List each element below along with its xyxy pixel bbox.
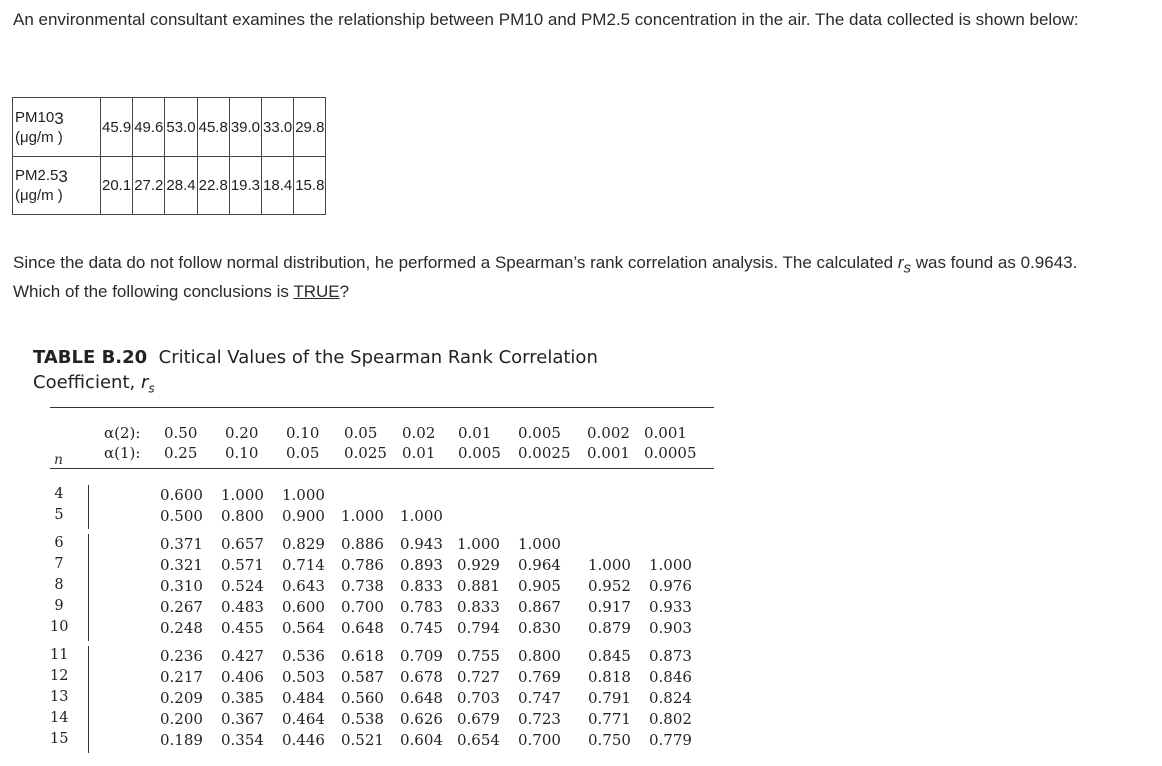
table-cell: 33.0	[262, 98, 294, 157]
critical-value: 0.873	[649, 647, 692, 665]
table-title-line2: Coefficient,	[33, 372, 141, 393]
critical-value: 0.943	[400, 535, 443, 553]
critical-value: 0.367	[221, 710, 264, 728]
critical-value: 0.484	[282, 689, 325, 707]
table-title	[33, 345, 723, 402]
critical-values-table	[33, 345, 723, 402]
critical-value: 0.217	[160, 668, 203, 686]
critical-value: 0.521	[341, 731, 384, 749]
critical-value: 0.643	[282, 577, 325, 595]
critical-value: 1.000	[221, 486, 264, 504]
critical-value: 0.714	[282, 556, 325, 574]
critical-value: 0.802	[649, 710, 692, 728]
critical-value: 0.657	[221, 535, 264, 553]
table-cell: 19.3	[229, 157, 261, 215]
row-label	[13, 157, 101, 215]
critical-value: 0.786	[341, 556, 384, 574]
critical-value: 0.455	[221, 619, 264, 637]
critical-value: 0.236	[160, 647, 203, 665]
critical-value: 0.538	[341, 710, 384, 728]
critical-value: 0.503	[282, 668, 325, 686]
pm-data-table	[12, 97, 326, 215]
alpha-value: 0.025	[344, 444, 387, 462]
critical-value: 1.000	[457, 535, 500, 553]
alpha-value: 0.25	[164, 444, 198, 462]
critical-value: 0.867	[518, 598, 561, 616]
critical-value: 0.560	[341, 689, 384, 707]
critical-value: 0.354	[221, 731, 264, 749]
critical-value: 0.952	[588, 577, 631, 595]
alpha-label: α(1):	[104, 444, 141, 462]
critical-value: 1.000	[588, 556, 631, 574]
table-cell: 29.8	[294, 98, 326, 157]
critical-value: 0.833	[457, 598, 500, 616]
alpha-value: 0.0025	[518, 444, 571, 462]
critical-value: 0.209	[160, 689, 203, 707]
critical-value: 0.879	[588, 619, 631, 637]
table-cell: 49.6	[133, 98, 165, 157]
n-value: 10	[50, 619, 69, 635]
alpha-value: 0.005	[458, 444, 501, 462]
critical-value: 0.427	[221, 647, 264, 665]
alpha-value: 0.02	[402, 424, 436, 442]
alpha-value: 0.05	[344, 424, 378, 442]
critical-value: 0.600	[282, 598, 325, 616]
critical-value: 0.886	[341, 535, 384, 553]
alpha-value: 0.10	[286, 424, 320, 442]
table-cell: 28.4	[165, 157, 197, 215]
table-cell: 18.4	[262, 157, 294, 215]
critical-value: 0.723	[518, 710, 561, 728]
n-value: 11	[50, 647, 69, 663]
critical-value: 0.267	[160, 598, 203, 616]
critical-value: 0.564	[282, 619, 325, 637]
critical-value: 0.700	[518, 731, 561, 749]
table-row	[13, 157, 326, 215]
critical-value: 1.000	[400, 507, 443, 525]
table-cell: 27.2	[133, 157, 165, 215]
rs-symbol	[897, 253, 911, 277]
critical-value: 0.747	[518, 689, 561, 707]
critical-value: 0.626	[400, 710, 443, 728]
critical-value: 0.727	[457, 668, 500, 686]
table-divider	[88, 485, 89, 529]
critical-value: 0.750	[588, 731, 631, 749]
n-value: 8	[54, 577, 64, 593]
table-header-rule	[50, 468, 714, 469]
critical-value: 0.536	[282, 647, 325, 665]
critical-value: 0.679	[457, 710, 500, 728]
critical-value: 0.700	[341, 598, 384, 616]
question-body	[13, 251, 1113, 304]
question-text-before: Since the data do not follow normal distribution, he performed a Spearman’s rank correlation analysis. The calculated	[13, 253, 898, 272]
critical-value: 1.000	[518, 535, 561, 553]
table-divider	[88, 534, 89, 641]
critical-value: 1.000	[341, 507, 384, 525]
table-number: TABLE B.20	[33, 347, 148, 368]
critical-value: 0.310	[160, 577, 203, 595]
critical-value: 0.200	[160, 710, 203, 728]
table-cell: 45.8	[197, 98, 229, 157]
table-title-symbol: r	[140, 372, 149, 393]
critical-value: 0.483	[221, 598, 264, 616]
row-label-line1: PM10	[15, 108, 55, 126]
critical-value: 0.830	[518, 619, 561, 637]
table-cell: 53.0	[165, 98, 197, 157]
alpha-value: 0.20	[225, 424, 259, 442]
table-cell: 15.8	[294, 157, 326, 215]
critical-value: 0.794	[457, 619, 500, 637]
table-cell: 20.1	[101, 157, 133, 215]
critical-value: 0.900	[282, 507, 325, 525]
alpha-value: 0.0005	[644, 444, 697, 462]
n-value: 4	[54, 486, 64, 502]
critical-value: 0.933	[649, 598, 692, 616]
row-label-line1: PM2.5	[15, 167, 59, 184]
alpha-value: 0.002	[587, 424, 630, 442]
critical-value: 0.905	[518, 577, 561, 595]
critical-value: 0.500	[160, 507, 203, 525]
table-cell: 39.0	[229, 98, 261, 157]
table-divider	[88, 646, 89, 753]
critical-value: 1.000	[649, 556, 692, 574]
alpha-value: 0.001	[587, 444, 630, 462]
critical-value: 0.755	[457, 647, 500, 665]
critical-value: 0.248	[160, 619, 203, 637]
critical-value: 0.779	[649, 731, 692, 749]
critical-value: 0.464	[282, 710, 325, 728]
critical-value: 0.769	[518, 668, 561, 686]
alpha-value: 0.10	[225, 444, 259, 462]
n-value: 6	[54, 535, 64, 551]
critical-value: 0.783	[400, 598, 443, 616]
n-value: 13	[50, 689, 69, 705]
critical-value: 0.800	[518, 647, 561, 665]
true-emphasis: TRUE	[293, 282, 340, 302]
n-value: 15	[50, 731, 69, 747]
critical-value: 0.446	[282, 731, 325, 749]
n-value: 9	[54, 598, 64, 614]
critical-value: 0.917	[588, 598, 631, 616]
critical-value: 0.321	[160, 556, 203, 574]
critical-value: 0.587	[341, 668, 384, 686]
question-end: ?	[339, 282, 350, 302]
critical-value: 0.654	[457, 731, 500, 749]
row-label-line2: (μg/m )	[15, 187, 63, 204]
critical-value: 0.818	[588, 668, 631, 686]
critical-value: 0.893	[400, 556, 443, 574]
critical-value: 0.791	[588, 689, 631, 707]
critical-value: 0.648	[341, 619, 384, 637]
critical-value: 0.738	[341, 577, 384, 595]
critical-value: 0.571	[221, 556, 264, 574]
row-label	[13, 98, 101, 157]
n-column-header: n	[54, 452, 64, 468]
table-cell: 22.8	[197, 157, 229, 215]
rs-subscript: s	[903, 259, 911, 277]
table-row	[13, 98, 326, 157]
critical-value: 0.800	[221, 507, 264, 525]
table-cell: 45.9	[101, 98, 133, 157]
n-value: 12	[50, 668, 69, 684]
question-text-after: was found as 0.9643. Which of the following conclusions is	[13, 253, 1078, 302]
critical-value: 0.371	[160, 535, 203, 553]
critical-value: 0.385	[221, 689, 264, 707]
critical-value: 0.709	[400, 647, 443, 665]
critical-value: 0.604	[400, 731, 443, 749]
alpha-value: 0.01	[402, 444, 436, 462]
alpha-value: 0.50	[164, 424, 198, 442]
critical-value: 0.406	[221, 668, 264, 686]
critical-value: 0.648	[400, 689, 443, 707]
alpha-value: 0.05	[286, 444, 320, 462]
row-label-line2: (μg/m )	[15, 128, 63, 146]
row-label-superscript: 3	[54, 108, 64, 128]
critical-value: 0.618	[341, 647, 384, 665]
critical-value: 0.964	[518, 556, 561, 574]
critical-value: 0.189	[160, 731, 203, 749]
rs-letter: r	[897, 253, 904, 272]
n-value: 7	[54, 556, 64, 572]
question-intro: An environmental consultant examines the relationship between PM10 and PM2.5 concentration in the air. The data collected is shown below:	[13, 10, 1079, 29]
critical-value: 1.000	[282, 486, 325, 504]
critical-value: 0.600	[160, 486, 203, 504]
critical-value: 0.846	[649, 668, 692, 686]
table-top-rule	[50, 407, 714, 408]
critical-value: 0.881	[457, 577, 500, 595]
critical-value: 0.745	[400, 619, 443, 637]
alpha-label: α(2):	[104, 424, 141, 442]
critical-value: 0.703	[457, 689, 500, 707]
table-title-subscript: s	[148, 381, 155, 396]
critical-value: 0.824	[649, 689, 692, 707]
critical-value: 0.845	[588, 647, 631, 665]
alpha-value: 0.001	[644, 424, 687, 442]
alpha-value: 0.01	[458, 424, 492, 442]
critical-value: 0.833	[400, 577, 443, 595]
critical-value: 0.678	[400, 668, 443, 686]
n-value: 5	[54, 507, 64, 523]
critical-value: 0.524	[221, 577, 264, 595]
alpha-value: 0.005	[518, 424, 561, 442]
critical-value: 0.929	[457, 556, 500, 574]
critical-value: 0.771	[588, 710, 631, 728]
critical-value: 0.903	[649, 619, 692, 637]
n-value: 14	[50, 710, 69, 726]
critical-value: 0.976	[649, 577, 692, 595]
critical-value: 0.829	[282, 535, 325, 553]
row-label-superscript: 3	[58, 167, 68, 186]
table-title-text: Critical Values of the Spearman Rank Correlation	[158, 347, 598, 368]
